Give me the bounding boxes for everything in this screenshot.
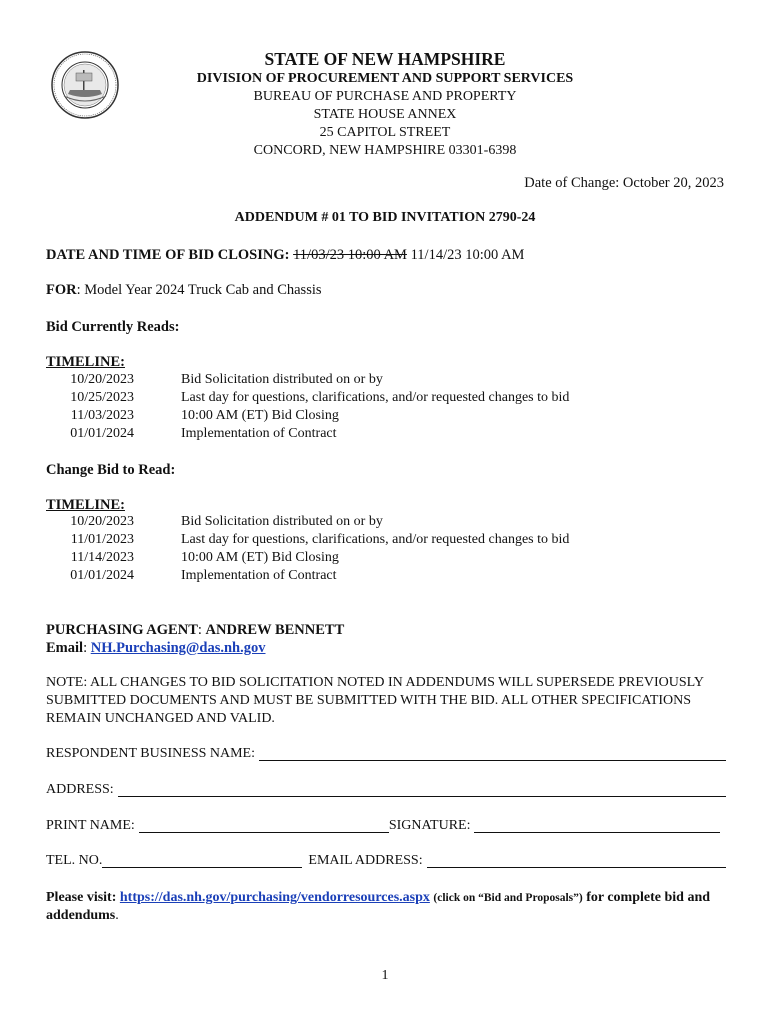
timeline-row — [46, 389, 726, 407]
business-name-blank[interactable] — [259, 746, 726, 761]
state-title: STATE OF NEW HAMPSHIRE — [264, 49, 506, 69]
agent-email-link[interactable]: NH.Purchasing@das.nh.gov — [90, 640, 266, 656]
closing-new-value: 11/14/23 10:00 AM — [410, 247, 525, 263]
tel-email-row — [46, 853, 726, 869]
timeline-row — [46, 549, 726, 567]
building-name: STATE HOUSE ANNEX — [313, 107, 457, 122]
timeline-date: 11/01/2023 — [70, 532, 134, 547]
timeline-row — [46, 371, 726, 389]
address-field — [46, 782, 726, 798]
email-address-blank[interactable] — [427, 853, 726, 868]
agent-email-line: Email: NH.Purchasing@das.nh.gov — [46, 640, 266, 656]
for-label: FOR — [46, 282, 77, 298]
timeline-new — [46, 513, 726, 585]
business-name-label: RESPONDENT BUSINESS NAME: — [46, 746, 255, 761]
email-label: Email — [46, 640, 84, 656]
timeline-desc: Bid Solicitation distributed on or by — [181, 372, 383, 387]
timeline-row — [46, 407, 726, 425]
timeline-desc: 10:00 AM (ET) Bid Closing — [181, 550, 339, 565]
city-address: CONCORD, NEW HAMPSHIRE 03301-6398 — [253, 143, 517, 158]
timeline-row — [46, 513, 726, 531]
page-number: 1 — [381, 968, 389, 983]
timeline-date: 10/20/2023 — [70, 372, 134, 387]
visit-paren-note: (click on “Bid and Proposals”) — [433, 892, 583, 904]
name-signature-row — [46, 818, 726, 834]
timeline-desc: Last day for questions, clarifications, and/or requested changes to bid — [181, 532, 570, 547]
closing-old-value: 11/03/23 10:00 AM — [293, 247, 407, 263]
signature-blank[interactable] — [474, 818, 720, 833]
visit-period: . — [115, 908, 119, 923]
email-address-label: EMAIL ADDRESS: — [308, 853, 423, 868]
change-bid-to-read-heading: Change Bid to Read: — [46, 462, 176, 478]
closing-label: DATE AND TIME OF BID CLOSING: — [46, 247, 290, 263]
address-label: ADDRESS: — [46, 782, 114, 797]
date-of-change: Date of Change: October 20, 2023 — [524, 175, 724, 191]
visit-instructions — [46, 889, 730, 925]
vendor-resources-link[interactable]: https://das.nh.gov/purchasing/vendorresources.aspx — [119, 890, 430, 905]
timeline-row — [46, 567, 726, 585]
tel-blank[interactable] — [102, 853, 302, 868]
addendum-title: ADDENDUM # 01 TO BID INVITATION 2790-24 — [234, 210, 536, 225]
tel-label: TEL. NO. — [46, 853, 103, 868]
bid-currently-reads-heading: Bid Currently Reads: — [46, 319, 180, 335]
timeline-date: 01/01/2024 — [70, 568, 134, 583]
division-name: DIVISION OF PROCUREMENT AND SUPPORT SERVICES — [196, 71, 574, 86]
agent-name: ANDREW BENNETT — [205, 622, 345, 638]
timeline-date: 10/20/2023 — [70, 514, 134, 529]
print-name-blank[interactable] — [139, 818, 389, 833]
timeline-heading-current: TIMELINE: — [46, 354, 125, 370]
timeline-desc: 10:00 AM (ET) Bid Closing — [181, 408, 339, 423]
timeline-date: 10/25/2023 — [70, 390, 134, 405]
timeline-date: 11/14/2023 — [70, 550, 134, 565]
business-name-field — [46, 746, 726, 762]
for-line — [46, 282, 322, 299]
print-name-label: PRINT NAME: — [46, 818, 135, 833]
signature-label: SIGNATURE: — [388, 818, 471, 833]
supersede-note: NOTE: ALL CHANGES TO BID SOLICITATION NOTED IN ADDENDUMS WILL SUPERSEDE PREVIOUSLY SUBMITTED DOCUMENTS AND MUST BE SUBMITTED WITH THE BID. ALL OTHER SPECIFICATIONS REMAIN UNCHANGED AND VALID. — [46, 675, 704, 726]
bid-closing-line — [46, 247, 524, 264]
timeline-date: 01/01/2024 — [70, 426, 134, 441]
for-value: : Model Year 2024 Truck Cab and Chassis — [76, 282, 322, 298]
bureau-name: BUREAU OF PURCHASE AND PROPERTY — [253, 89, 517, 104]
address-blank[interactable] — [118, 782, 726, 797]
visit-suffix: for complete bid and addendums — [46, 890, 711, 923]
purchasing-agent-line: PURCHASING AGENT: ANDREW BENNETT — [46, 622, 345, 638]
timeline-row — [46, 531, 726, 549]
timeline-date: 11/03/2023 — [70, 408, 134, 423]
timeline-heading-new: TIMELINE: — [46, 497, 125, 513]
timeline-desc: Last day for questions, clarifications, and/or requested changes to bid — [181, 390, 570, 405]
timeline-desc: Implementation of Contract — [181, 426, 337, 441]
visit-prefix: Please visit: — [46, 890, 117, 905]
agent-label: PURCHASING AGENT — [46, 622, 198, 638]
timeline-row — [46, 425, 726, 443]
timeline-desc: Implementation of Contract — [181, 568, 337, 583]
timeline-desc: Bid Solicitation distributed on or by — [181, 514, 383, 529]
street-address: 25 CAPITOL STREET — [319, 125, 451, 140]
letterhead — [0, 48, 770, 160]
timeline-current — [46, 371, 726, 443]
